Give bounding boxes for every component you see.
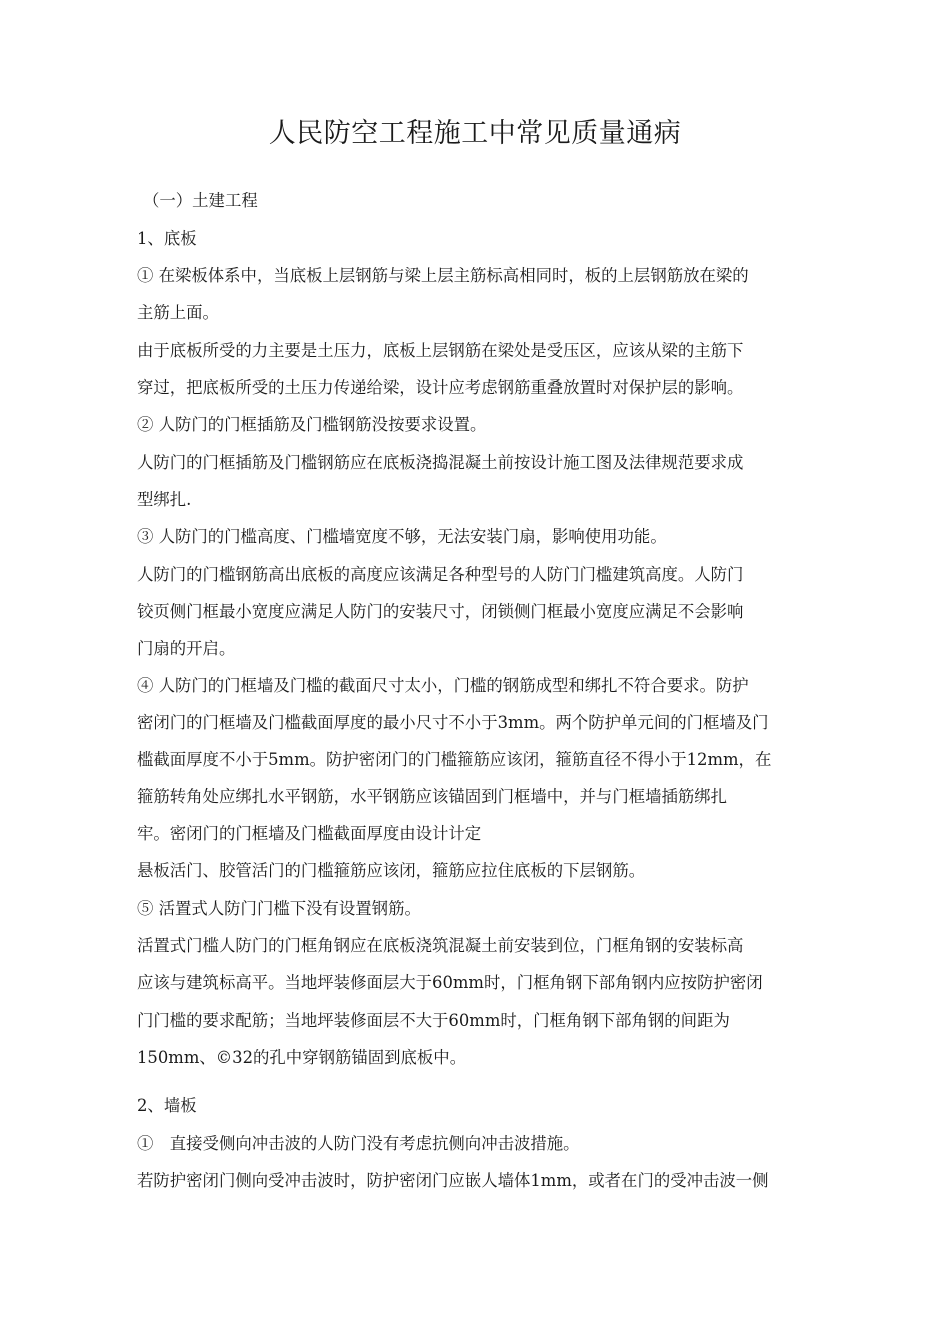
paragraph-line: 人防门的门框插筋及门槛钢筋应在底板浇捣混凝土前按设计施工图及法律规范要求成 [137,453,744,472]
paragraph-line: 若防护密闭门侧向受冲击波时，防护密闭门应嵌人墙体1mm，或者在门的受冲击波一侧 [137,1171,769,1190]
paragraph-line: 穿过，把底板所受的土压力传递给梁，设计应考虑钢筋重叠放置时对保护层的影响。 [137,378,744,397]
paragraph-line: 铰页侧门框最小宽度应满足人防门的安装尺寸，闭锁侧门框最小宽度应满足不会影响 [137,602,744,621]
paragraph-line: 牢。密闭门的门框墙及门槛截面厚度由设计计定 [137,824,482,843]
paragraph-line: 由于底板所受的力主要是土压力，底板上层钢筋在梁处是受压区，应该从梁的主筋下 [137,341,744,360]
paragraph-line: ① 在梁板体系中，当底板上层钢筋与梁上层主筋标高相同时，板的上层钢筋放在梁的 [137,266,749,285]
paragraph-line: 门扇的开启。 [137,639,236,658]
paragraph-line: 应该与建筑标高平。当地坪装修面层大于60mm时，门框角钢下部角钢内应按防护密闭 [137,973,763,992]
paragraph-line: 密闭门的门框墙及门槛截面厚度的最小尺寸不小于3mm。两个防护单元间的门框墙及门 [137,713,769,732]
paragraph-line: 人防门的门槛钢筋高出底板的高度应该满足各种型号的人防门门槛建筑高度。人防门 [137,565,744,584]
paragraph-line: 150mm、©32的孔中穿钢筋锚固到底板中。 [137,1048,467,1067]
paragraph-line: ② 人防门的门框插筋及门槛钢筋没按要求设置。 [137,415,487,434]
paragraph-line: 悬板活门、胶管活门的门槛箍筋应该闭，箍筋应拉住底板的下层钢筋。 [137,861,646,880]
paragraph-line: 活置式门槛人防门的门框角钢应在底板浇筑混凝土前安装到位，门框角钢的安装标高 [137,936,744,955]
paragraph-line: 型绑扎. [137,490,192,509]
paragraph-line: ⑤ 活置式人防门门槛下没有设置钢筋。 [137,899,421,918]
paragraph-line: 门门槛的要求配筋；当地坪装修面层不大于60mm时，门框角钢下部角钢的间距为 [137,1011,730,1030]
subsection-heading: 1、底板 [137,229,197,248]
document-title: 人民防空工程施工中常见质量通病 [268,118,682,149]
subsection-heading: 2、墙板 [137,1096,197,1115]
paragraph-line: 槛截面厚度不小于5mm。防护密闭门的门槛箍筋应该闭，箍筋直径不得小于12mm，在 [137,750,772,769]
paragraph-line: ① 直接受侧向冲击波的人防门没有考虑抗侧向冲击波措施。 [137,1134,580,1153]
section-heading: （一）土建工程 [143,191,258,210]
paragraph-line: ③ 人防门的门槛高度、门槛墙宽度不够，无法安装门扇，影响使用功能。 [137,527,667,546]
paragraph-line: ④ 人防门的门框墙及门槛的截面尺寸太小，门槛的钢筋成型和绑扎不符合要求。防护 [137,676,749,695]
paragraph-line: 箍筋转角处应绑扎水平钢筋，水平钢筋应该锚固到门框墙中，并与门框墙插筋绑扎 [137,787,728,806]
paragraph-line: 主筋上面。 [137,303,219,322]
